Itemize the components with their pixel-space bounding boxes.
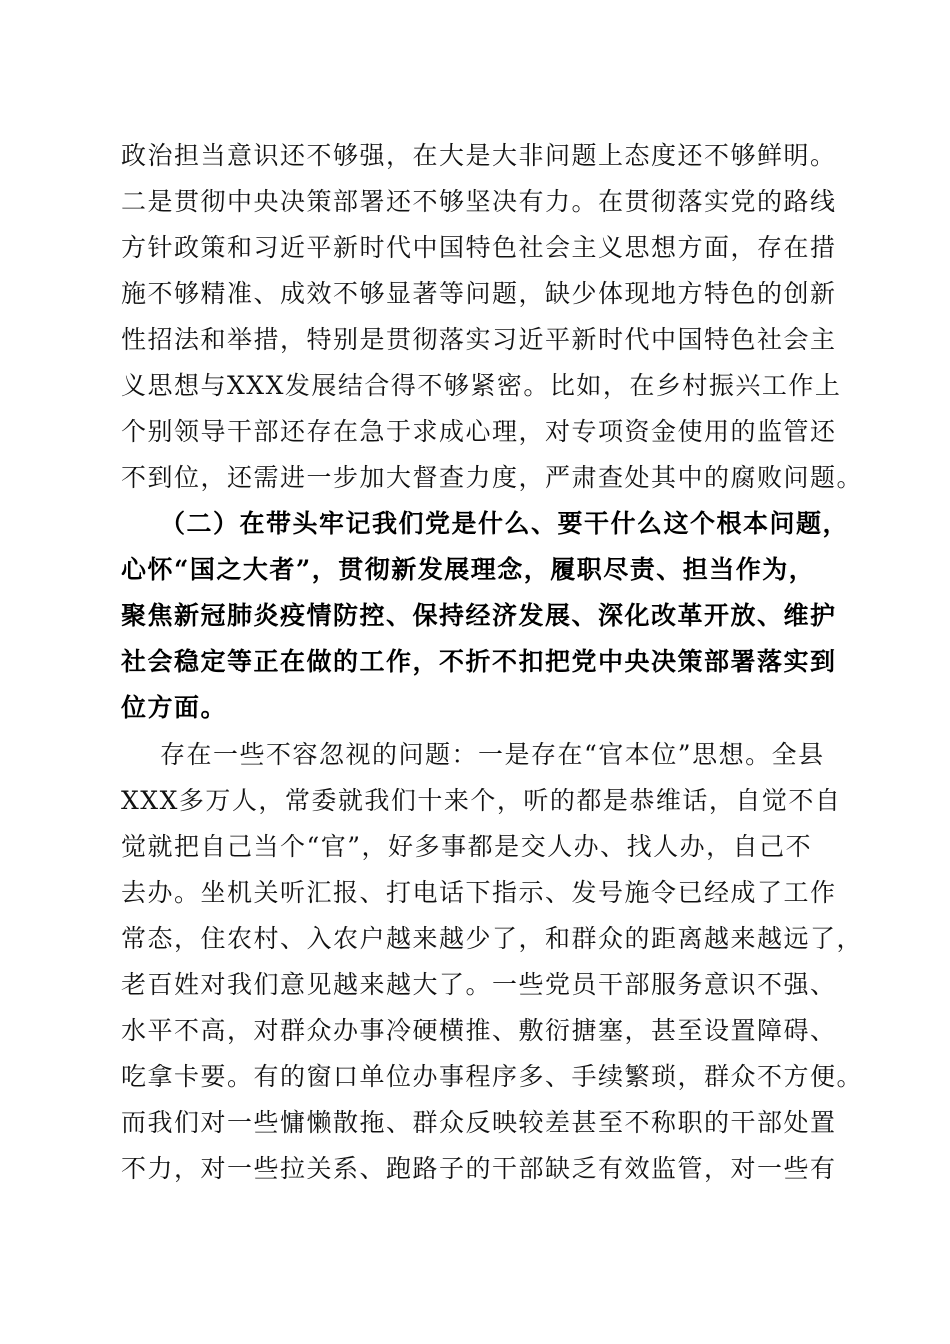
section-heading-line: 心怀“国之大者”，贯彻新发展理念，履职尽责、担当作为， <box>121 555 816 584</box>
text-line: 去办。坐机关听汇报、打电话下指示、发号施令已经成了工作 <box>121 878 837 907</box>
text-line: 常态，住农村、入农户越来越少了，和群众的距离越来越远了， <box>121 924 864 953</box>
text-line: 存在一些不容忽视的问题：一是存在“官本位”思想。全县 <box>160 740 825 769</box>
text-line: 觉就把自己当个“官”，好多事都是交人办、找人办，自己不 <box>121 832 813 861</box>
text-line: XXX多万人，常委就我们十来个，听的都是恭维话，自觉不自 <box>121 786 842 815</box>
text-line: 而我们对一些慵懒散拖、群众反映较差甚至不称职的干部处置 <box>121 1108 837 1137</box>
text-line: 不力，对一些拉关系、跑路子的干部缺乏有效监管，对一些有 <box>121 1154 837 1183</box>
section-heading: （二）在带头牢记我们党是什么、要干什么这个根本问题， <box>160 509 850 538</box>
text-line: 老百姓对我们意见越来越大了。一些党员干部服务意识不强、 <box>121 970 837 999</box>
text-line: 方针政策和习近平新时代中国特色社会主义思想方面，存在措 <box>121 233 837 262</box>
section-heading-line: 聚焦新冠肺炎疫情防控、保持经济发展、深化改革开放、维护 <box>121 601 837 630</box>
text-line: 施不够精准、成效不够显著等问题，缺少体现地方特色的创新 <box>121 279 837 308</box>
text-line: 个别领导干部还存在急于求成心理，对专项资金使用的监管还 <box>121 417 837 446</box>
text-line: 义思想与XXX发展结合得不够紧密。比如，在乡村振兴工作上 <box>121 371 842 400</box>
section-heading-line: 位方面。 <box>121 693 228 722</box>
text-line: 二是贯彻中央决策部署还不够坚决有力。在贯彻落实党的路线 <box>121 187 837 216</box>
text-line: 吃拿卡要。有的窗口单位办事程序多、手续繁琐，群众不方便。 <box>121 1062 864 1091</box>
text-line: 不到位，还需进一步加大督查力度，严肃查处其中的腐败问题。 <box>121 463 864 492</box>
section-heading-line: 社会稳定等正在做的工作，不折不扣把党中央决策部署落实到 <box>121 647 837 676</box>
text-line: 性招法和举措，特别是贯彻落实习近平新时代中国特色社会主 <box>121 325 837 354</box>
text-line: 政治担当意识还不够强，在大是大非问题上态度还不够鲜明。 <box>121 141 837 170</box>
text-line: 水平不高，对群众办事冷硬横推、敷衍搪塞，甚至设置障碍、 <box>121 1016 837 1045</box>
